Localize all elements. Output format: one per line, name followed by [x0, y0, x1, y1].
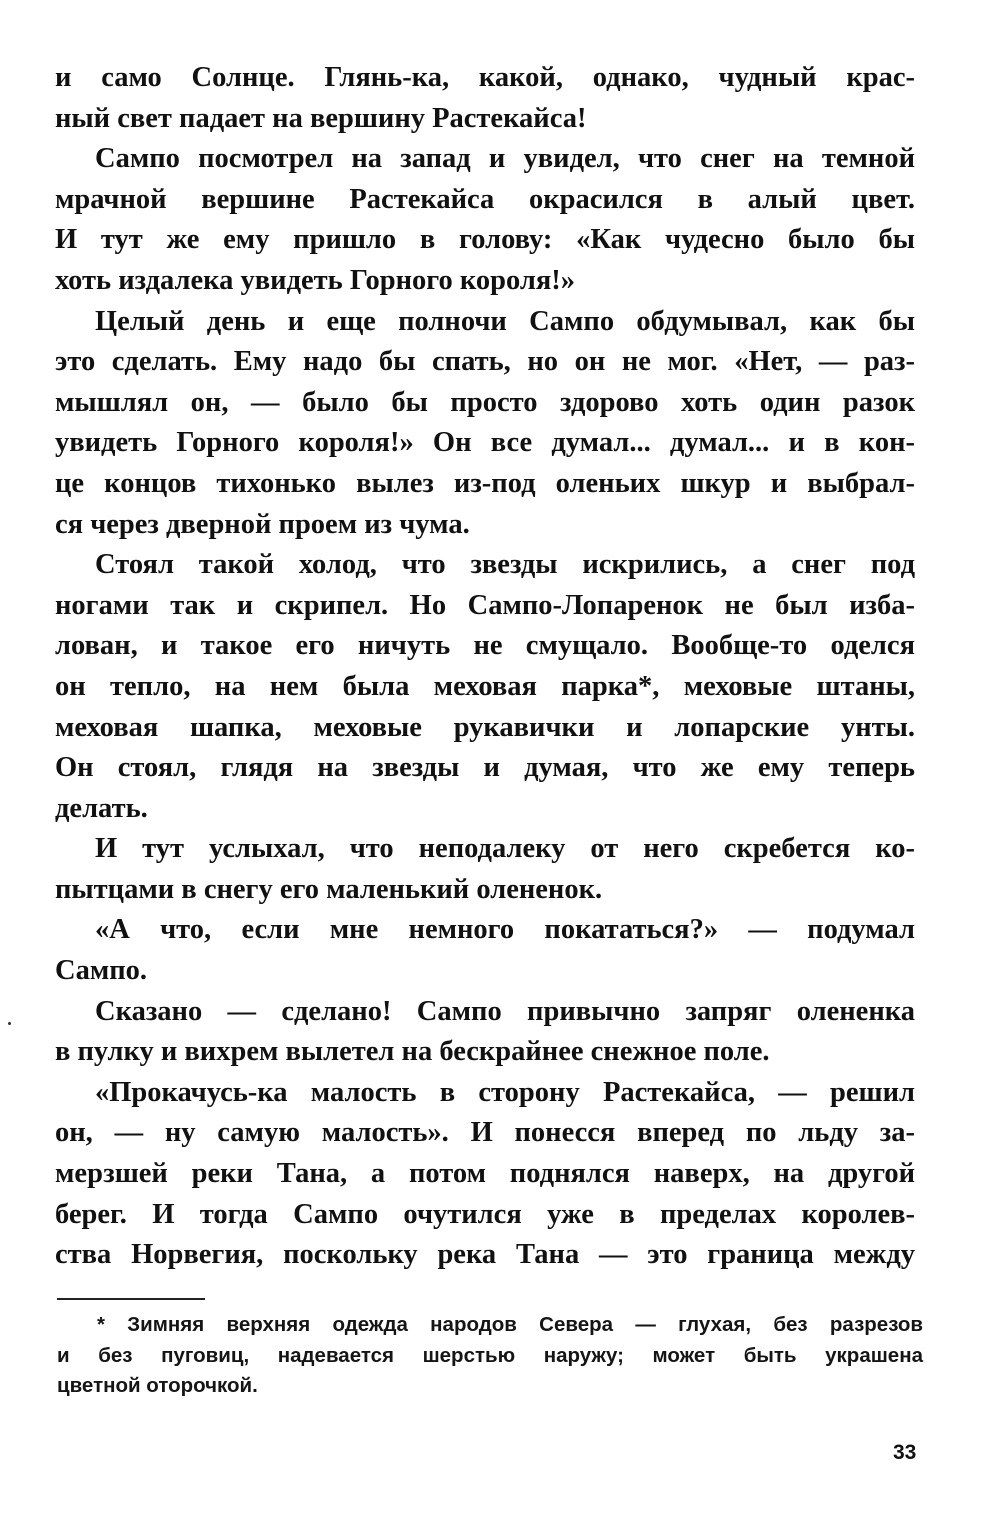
text-line: Целый день и еще полночи Сампо обдумывал, как бы	[95, 305, 915, 337]
text-line: мерзшей реки Тана, а потом поднялся наверх, на другой	[55, 1158, 915, 1190]
text-line: берег. И тогда Сампо очутился уже в пределах королев-	[55, 1198, 915, 1230]
text-line: ногами так и скрипел. Но Сампо-Лопаренок не был изба-	[55, 589, 915, 621]
text-line: это сделать. Ему надо бы спать, но он не мог. «Нет, — раз-	[55, 346, 915, 378]
text-line: Стоял такой холод, что звезды искрились, а снег под	[95, 549, 915, 581]
text-line: Сказано — сделано! Сампо привычно запряг олененка	[95, 995, 915, 1027]
text-line: мрачной вершине Растекайса окрасился в алый цвет.	[55, 183, 915, 215]
text-line: лован, и такое его ничуть не смущало. Вообще-то оделся	[55, 630, 915, 662]
text-line: «А что, если мне немного покататься?» — подумал	[95, 914, 915, 946]
text-line: в пулку и вихрем вылетел на бескрайнее снежное поле.	[55, 1036, 770, 1068]
page-number: 33	[893, 1441, 917, 1464]
footnote	[57, 1310, 923, 1402]
text-line: пытцами в снегу его маленький олененок.	[55, 873, 603, 905]
text-line: Сампо посмотрел на запад и увидел, что снег на темной	[95, 143, 915, 175]
text-line: И тут услыхал, что неподалеку от него скребется ко-	[95, 833, 915, 865]
text-line: увидеть Горного короля!» Он все думал... думал... и в кон-	[55, 427, 915, 459]
text-line: и само Солнце. Глянь-ка, какой, однако, чудный крас-	[55, 62, 915, 93]
text-line: «Прокачусь-ка малость в сторону Растекайса, — решил	[95, 1076, 915, 1108]
footnote-line: цветной оторочкой.	[57, 1374, 258, 1397]
text-line: Сампо.	[55, 955, 148, 987]
text-line: И тут же ему пришло в голову: «Как чудесно было бы	[55, 224, 915, 256]
text-line: Он стоял, глядя на звезды и думая, что же ему теперь	[55, 752, 915, 784]
footnote-line: и без пуговиц, надевается шерстью наружу; может быть украшена	[57, 1343, 923, 1367]
text-line: ный свет падает на вершину Растекайса!	[55, 102, 587, 134]
text-line: он тепло, на нем была меховая парка*, меховые штаны,	[55, 670, 915, 702]
text-line: мышлял он, — было бы просто здорово хоть один разок	[55, 386, 915, 418]
text-line: хоть издалека увидеть Горного короля!»	[55, 264, 576, 296]
text-line: он, — ну самую малость». И понесся вперед по льду за-	[55, 1117, 915, 1149]
text-line: делать.	[55, 792, 148, 824]
text-line: меховая шапка, меховые рукавички и лопарские унты.	[55, 711, 915, 743]
body-text	[55, 58, 915, 1276]
text-line: ства Норвегия, поскольку река Тана — это граница между	[55, 1239, 915, 1271]
footnote-line: * Зимняя верхняя одежда народов Севера — глухая, без разрезов	[97, 1313, 923, 1336]
scan-speck	[8, 1022, 11, 1025]
footnote-divider	[57, 1298, 205, 1300]
text-line: це концов тихонько вылез из-под оленьих шкур и выбрал-	[55, 467, 915, 499]
text-line: ся через дверной проем из чума.	[55, 508, 470, 540]
